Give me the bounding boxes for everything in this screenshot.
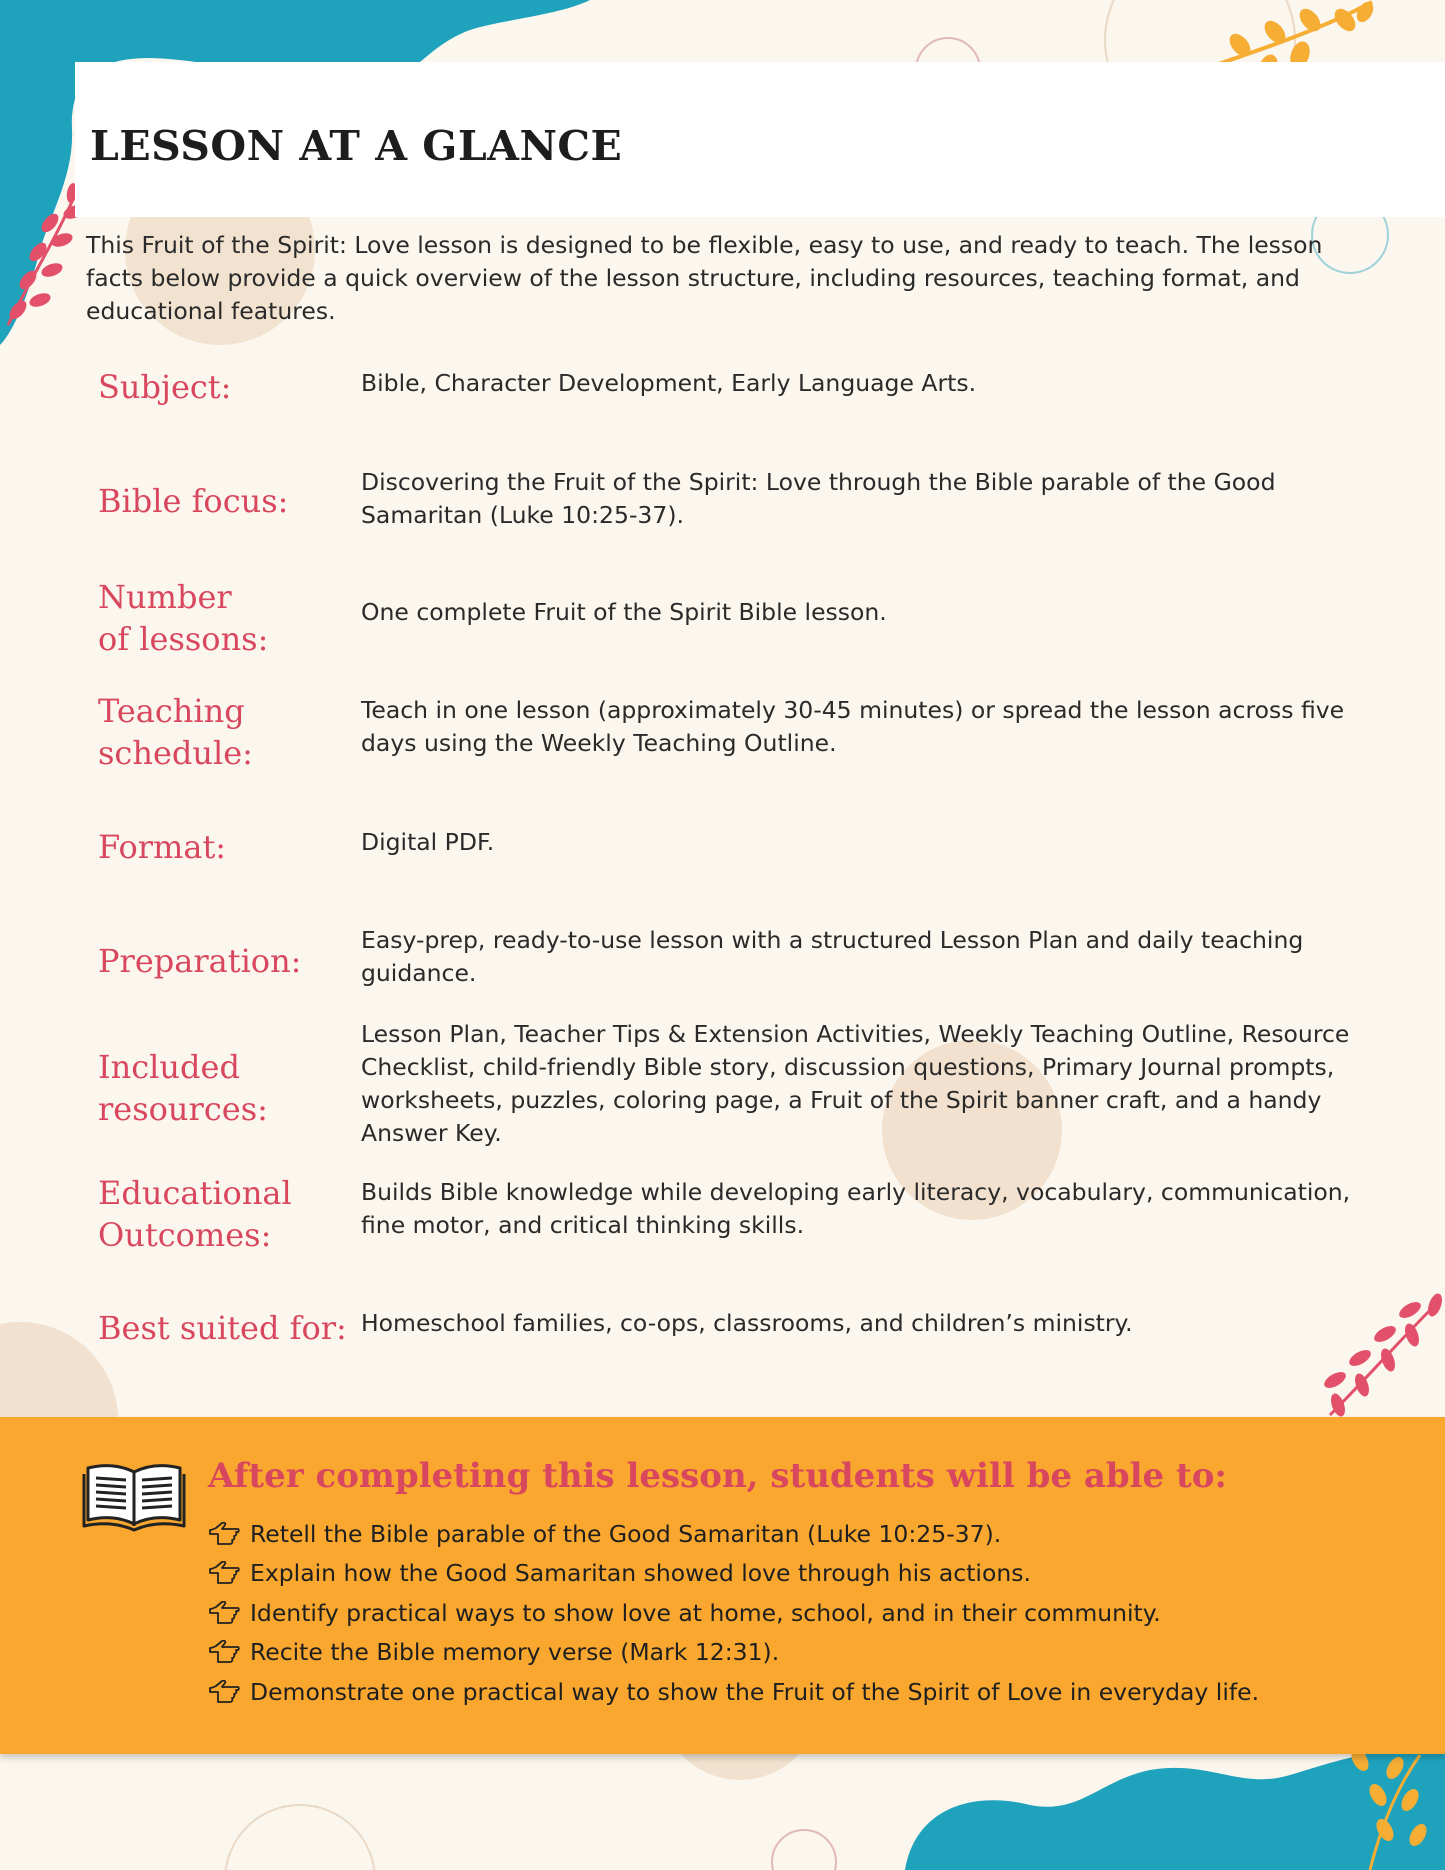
pointing-hand-icon (208, 1640, 240, 1664)
page-title: LESSON AT A GLANCE (90, 122, 623, 170)
outcomes-list (208, 1514, 1259, 1712)
fact-label-preparation: Preparation: (98, 942, 302, 980)
fact-value-teaching-schedule: Teach in one lesson (approximately 30-45 minutes) or spread the lesson across five days using the Weekly Teaching Outline. (361, 696, 1345, 757)
list-item (208, 1593, 1259, 1633)
outcome-text: Demonstrate one practical way to show the Fruit of the Spirit of Love in everyday life. (250, 1677, 1260, 1706)
fact-value-included-resources: Lesson Plan, Teacher Tips & Extension Activities, Weekly Teaching Outline, Resource Checklist, child-friendly Bible story, discussion questions, Primary Journal prompts, worksheets, puzzles, coloring page, a Fruit of the Spirit banner craft, and a handy Answer Key. (361, 1020, 1350, 1147)
outline-circle-bottom (225, 1805, 375, 1870)
outcome-text: Identify practical ways to show love at home, school, and in their community. (250, 1598, 1161, 1627)
fact-value-bible-focus: Discovering the Fruit of the Spirit: Love through the Bible parable of the Good Samaritan (Luke 10:25-37). (361, 468, 1276, 529)
outcome-text: Recite the Bible memory verse (Mark 12:31). (250, 1638, 780, 1667)
fact-label-subject: Subject: (98, 368, 232, 406)
pointing-hand-icon (208, 1522, 240, 1546)
fact-value-preparation: Easy-prep, ready-to-use lesson with a structured Lesson Plan and daily teaching guidance. (361, 926, 1304, 987)
list-item (208, 1554, 1259, 1594)
fact-label-educational-outcomes: Educational Outcomes: (98, 1174, 292, 1254)
outcome-text: Explain how the Good Samaritan showed love through his actions. (250, 1559, 1031, 1588)
outline-circle-bottom-small (772, 1830, 836, 1870)
fact-label-bible-focus: Bible focus: (98, 482, 289, 520)
fact-label-number-of-lessons: Number of lessons: (98, 578, 269, 658)
fact-value-educational-outcomes: Builds Bible knowledge while developing early literacy, vocabulary, communication, fine motor, and critical thinking skills. (361, 1178, 1351, 1239)
pointing-hand-icon (208, 1601, 240, 1625)
outcome-text: Retell the Bible parable of the Good Samaritan (Luke 10:25-37). (250, 1519, 1002, 1548)
fact-value-best-suited-for: Homeschool families, co-ops, classrooms, and children’s ministry. (361, 1309, 1133, 1337)
intro-paragraph: This Fruit of the Spirit: Love lesson is designed to be flexible, easy to use, and ready to teach. The lesson facts below provide a quick overview of the lesson structure, including resources, teaching format, and educational features. (86, 231, 1323, 325)
open-book-icon (82, 1460, 186, 1532)
fact-value-number-of-lessons: One complete Fruit of the Spirit Bible lesson. (361, 598, 887, 626)
fact-label-teaching-schedule: Teaching schedule: (98, 692, 253, 772)
list-item (208, 1672, 1259, 1712)
list-item (208, 1514, 1259, 1554)
fact-value-format: Digital PDF. (361, 828, 495, 856)
pointing-hand-icon (208, 1561, 240, 1585)
fact-label-best-suited-for: Best suited for: (98, 1309, 347, 1347)
list-item (208, 1633, 1259, 1673)
fact-value-subject: Bible, Character Development, Early Language Arts. (361, 369, 977, 397)
pointing-hand-icon (208, 1680, 240, 1704)
fact-label-included-resources: Included resources: (98, 1048, 268, 1128)
outcomes-title: After completing this lesson, students will be able to: (208, 1456, 1227, 1496)
fact-label-format: Format: (98, 828, 227, 866)
